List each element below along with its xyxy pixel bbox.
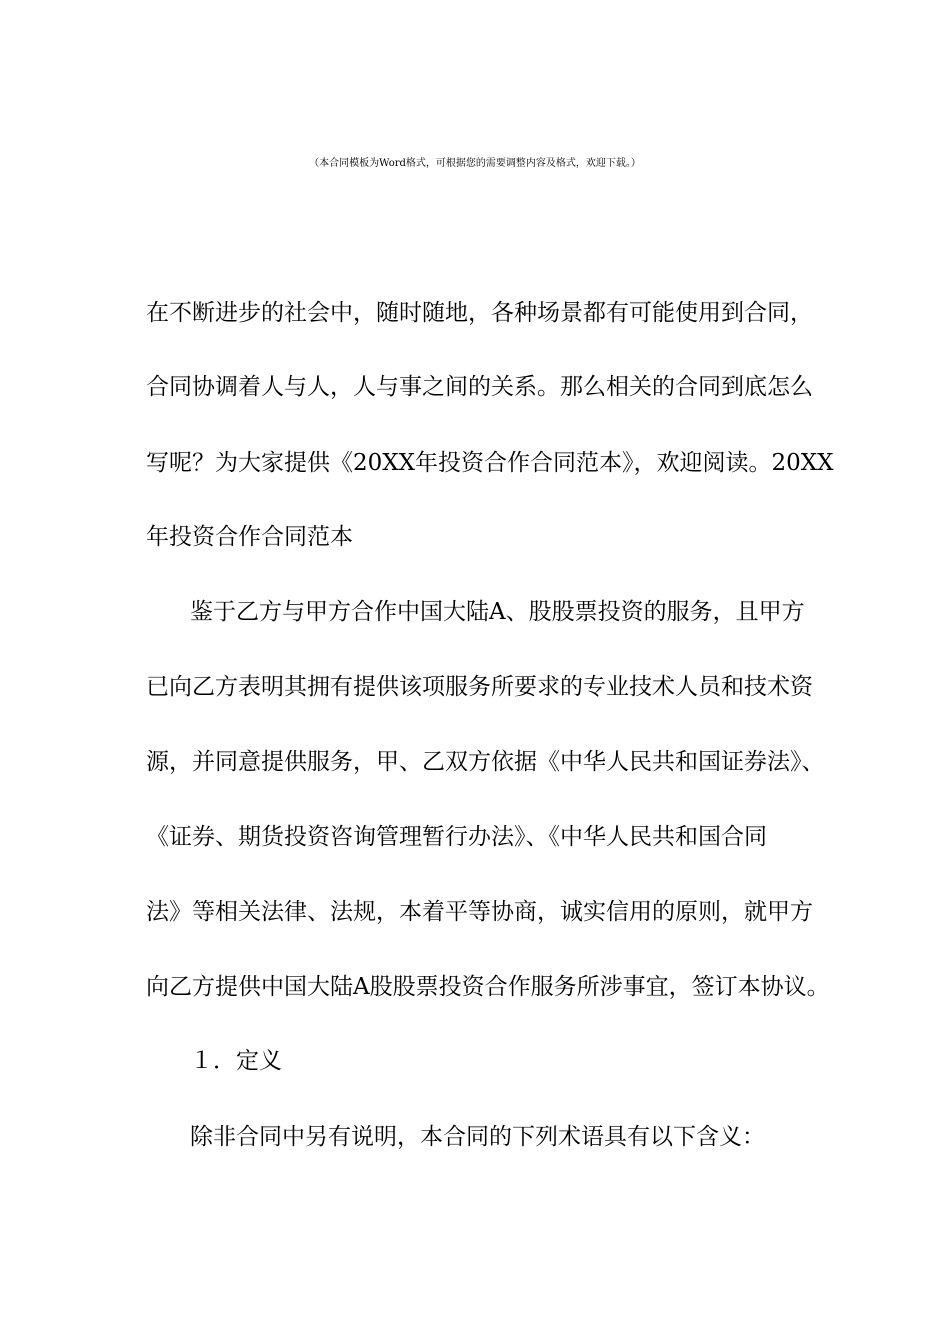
intro-line-2: 合同协调着人与人，人与事之间的关系。那么相关的合同到底怎么: [146, 374, 813, 400]
section-heading-definitions: １．定义: [190, 1048, 282, 1074]
preamble-line-6: 向乙方提供中国大陆A股股票投资合作服务所涉事宜，签订本协议。: [146, 974, 830, 1000]
template-notice: （本合同模板为Word格式，可根据您的需要调整内容及格式，欢迎下载。）: [309, 158, 641, 169]
preamble-line-5: 法》等相关法律、法规，本着平等协商，诚实信用的原则，就甲方: [146, 899, 813, 925]
preamble-line-4: 《证券、期货投资咨询管理暂行办法》、《中华人民共和国合同: [146, 824, 767, 850]
intro-line-3: 写呢？为大家提供《20XX年投资合作合同范本》，欢迎阅读。20XX: [146, 450, 834, 476]
preamble-line-3: 源，并同意提供服务，甲、乙双方依据《中华人民共和国证券法》、: [146, 749, 825, 775]
preamble-line-2: 已向乙方表明其拥有提供该项服务所要求的专业技术人员和技术资: [146, 674, 813, 700]
intro-line-1: 在不断进步的社会中，随时随地，各种场景都有可能使用到合同，: [146, 300, 813, 326]
intro-line-4: 年投资合作合同范本: [146, 524, 353, 550]
section-definitions-text: 除非合同中另有说明，本合同的下列术语具有以下含义：: [190, 1124, 765, 1150]
preamble-line-1: 鉴于乙方与甲方合作中国大陆A、股股票投资的服务，且甲方: [190, 599, 805, 625]
